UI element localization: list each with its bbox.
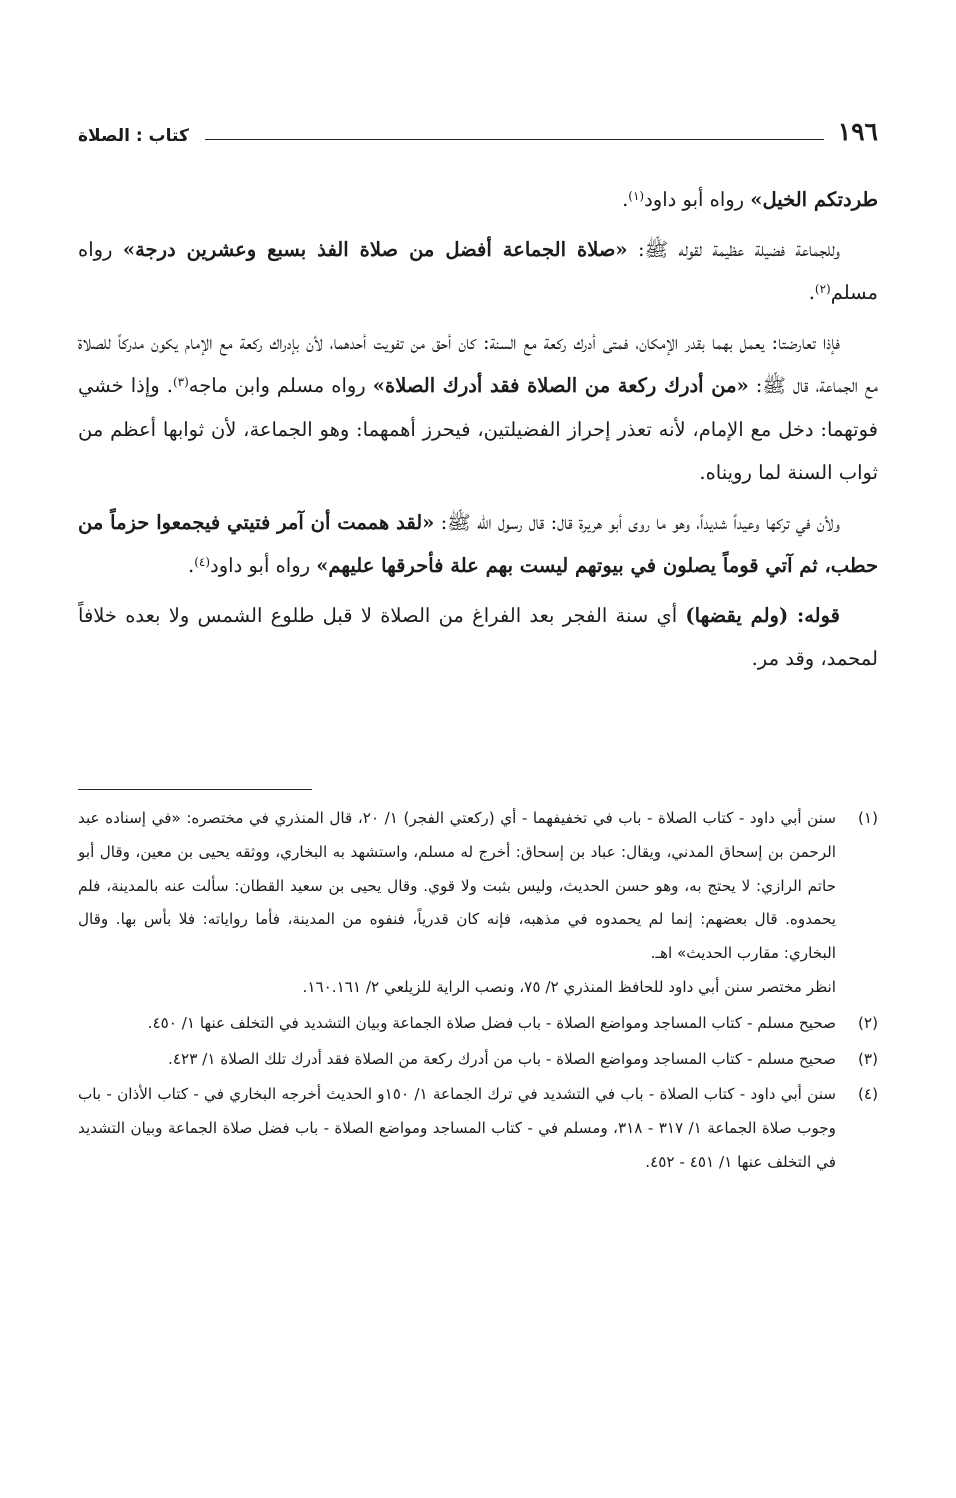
paragraph-5 xyxy=(78,594,878,681)
footnote-ref-4[interactable]: (٤) xyxy=(194,555,211,569)
hadith-quote: «لقد هممت أن آمر فتيتي فيجمعوا حزماً من حطب، ثم آتي قوماً يصلون في بيوتهم ليست بهم علة فأحرقها عليهم» xyxy=(78,510,878,577)
footnote-3 xyxy=(78,1043,878,1077)
footnote-separator xyxy=(78,789,312,790)
paragraph-3 xyxy=(78,321,878,495)
text-run: . xyxy=(188,554,195,577)
page-header xyxy=(78,108,878,148)
text-run: . xyxy=(808,281,815,304)
text-run: فإذا تعارضتا: يعمل بهما بقدر الإمكان، فمتى أدرك ركعة مع السنة: كان أحق من تفويت أحدهما، لأن بإدراك ركعة مع الإمام يكون مدركاً للصلاة مع الجماعة، قال ﷺ: xyxy=(78,330,878,397)
paragraph-2 xyxy=(78,228,878,315)
paragraph-1 xyxy=(78,178,878,222)
text-run: رواه مسلم xyxy=(78,237,878,304)
text-run: وللجماعة فضيلة عظيمة لقوله ﷺ: xyxy=(627,237,840,261)
text-run: ولأن في تركها وعيداً شديداً، وهو ما روى أبو هريرة قال: قال رسول الله ﷺ: xyxy=(434,510,840,534)
footnote-number: (١) xyxy=(857,809,878,827)
text-run: رواه مسلم وابن ماجه xyxy=(188,374,373,397)
text-run: أي سنة الفجر بعد الفراغ من الصلاة لا قبل طلوع الشمس ولا بعده خلافاً لمحمد، وقد مر. xyxy=(78,603,878,670)
text-run: رواه أبو داود xyxy=(644,188,751,211)
main-text xyxy=(78,178,878,687)
bold-phrase: طردتكم الخيل» xyxy=(750,188,878,211)
footnote-ref-1[interactable]: (١) xyxy=(628,189,645,203)
footnote-number: (٤) xyxy=(857,1085,878,1104)
footnote-1 xyxy=(78,802,878,1005)
bold-phrase: قوله: (ولم يقضها) xyxy=(685,603,840,627)
book-page xyxy=(78,0,878,1498)
footnote-2 xyxy=(78,1007,878,1041)
text-run: رواه أبو داود xyxy=(210,554,317,577)
header-rule xyxy=(205,139,824,140)
footnote-extra: انظر مختصر سنن أبي داود للحافظ المنذري ٢/ ٧٥، ونصب الراية للزيلعي ٢/ ١٦٠.١٦١. xyxy=(302,977,836,996)
text-run: . xyxy=(622,188,629,211)
footnote-body: سنن أبي داود - كتاب الصلاة - باب في تخفيفهما - أي (ركعتي الفجر) ١/ ٢٠، قال المنذري في مختصره: «في إسناده عبد الرحمن بن إسحاق المدني، ويقال: عباد بن إسحاق: أخرج له مسلم، واستشهد به البخاري، ووثقه يحيى بن معين، وقال أبو حاتم الرازي: لا يحتج به، وهو حسن الحديث، وليس بثبت ولا قوي. وقال يحيى بن سعيد القطان: سألت عنه بالمدينة، فلم يحمدوه. قال بعضهم: إنما لم يحمدوه في مذهبه، فإنه كان قدرياً، فنفوه من المدينة، فأما رواياته: فلا بأس بها. وقال البخاري: مقارب الحديث» اهـ. xyxy=(78,809,836,963)
footnote-ref-2[interactable]: (٢) xyxy=(814,282,831,296)
paragraph-4 xyxy=(78,501,878,588)
footnote-text: سنن أبي داود - كتاب الصلاة - باب في التشديد في ترك الجماعة ١/ ١٥٠و الحديث أخرجه البخاري في - كتاب الأذان - باب وجوب صلاة الجماعة ١/ ٣١٧ - ٣١٨، ومسلم في - كتاب المساجد ومواضع الصلاة - باب فضل صلاة الجماعة وبيان التشديد في التخلف عنها ١/ ٤٥١ - ٤٥٢. xyxy=(78,1085,837,1171)
hadith-quote: «من أدرك ركعة من الصلاة فقد أدرك الصلاة» xyxy=(372,374,749,397)
footnote-4 xyxy=(78,1078,878,1179)
text-run: . وإذا خشي فوتهما: دخل مع الإمام، لأنه تعذر إحراز الفضيلتين، فيحرز أهمهما: وهو الجماعة، لأن ثوابها أعظم من ثواب السنة لما رويناه. xyxy=(78,374,878,484)
footnote-ref-3[interactable]: (٣) xyxy=(172,375,189,389)
footnote-text xyxy=(78,802,836,1005)
page-number: ١٩٦ xyxy=(837,117,878,146)
footnote-text: صحيح مسلم - كتاب المساجد ومواضع الصلاة - باب فضل صلاة الجماعة وبيان التشديد في التخلف عنها ١/ ٤٥٠. xyxy=(147,1013,836,1032)
hadith-quote: «صلاة الجماعة أفضل من صلاة الفذ بسبع وعشرين درجة» xyxy=(122,237,628,261)
footnote-number: (٢) xyxy=(857,1013,878,1032)
footnote-number: (٣) xyxy=(857,1049,878,1068)
footnote-text: صحيح مسلم - كتاب المساجد ومواضع الصلاة - باب من أدرك ركعة من الصلاة فقد أدرك تلك الصلاة ١/ ٤٢٣. xyxy=(168,1049,836,1068)
running-title: كتاب : الصلاة xyxy=(78,126,189,146)
footnotes xyxy=(78,802,878,1182)
